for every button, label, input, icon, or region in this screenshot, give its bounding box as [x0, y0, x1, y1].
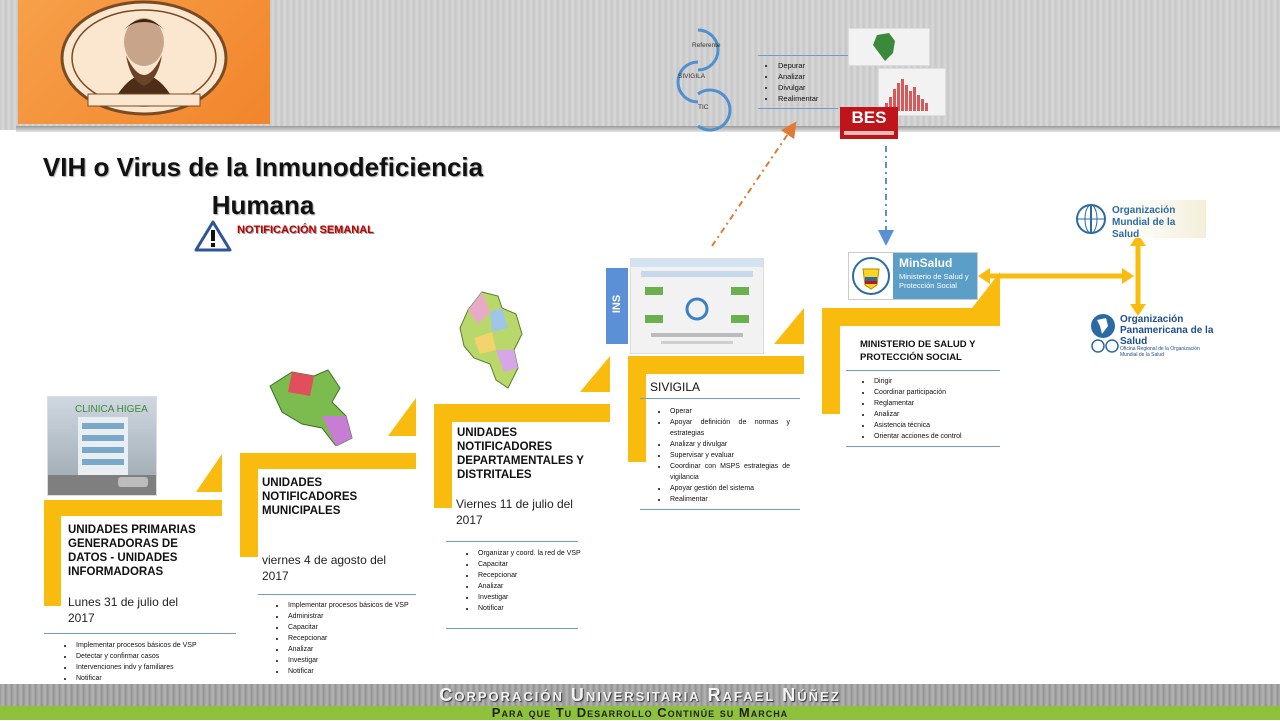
step-1-corner: [196, 454, 222, 492]
footer-university-name: Corporación Universitaria Rafael Núñez: [439, 685, 841, 705]
task-item: • Analizar: [476, 581, 582, 592]
cycle-label-referente: Referente: [692, 42, 721, 49]
step-4-task-list: [654, 406, 790, 505]
task-item: • Notificar: [286, 666, 412, 677]
step-3-corner: [580, 356, 610, 392]
task-item: • Supervisar y evaluar: [668, 450, 790, 461]
oms-logo: [1072, 200, 1206, 238]
step-2-title: UNIDADES NOTIFICADORES MUNICIPALES: [262, 477, 358, 517]
step-4-bar: [628, 356, 804, 374]
step-1-title: UNIDADES PRIMARIAS GENERADORAS DE DATOS - UNIDADES INFORMADORAS: [68, 524, 196, 578]
task-item: • Intervenciones indv y familiares: [74, 662, 240, 673]
step-3-divider-bottom: [446, 628, 578, 629]
ops-subtitle: Oficina Regional de la Organización Mundial de la Salud: [1120, 346, 1200, 358]
ins-tab: [606, 268, 628, 344]
oms-name: Organización Mundial de la Salud: [1112, 205, 1176, 240]
step-4-stem: [628, 356, 646, 462]
bes-task: • Analizar: [776, 71, 818, 82]
ops-logo: [1086, 312, 1216, 356]
step-3-divider: [446, 541, 578, 542]
step-5-bar: [822, 308, 1000, 326]
task-item: • Notificar: [476, 603, 582, 614]
task-item: • Notificar: [74, 673, 240, 684]
step-3-bar: [434, 404, 610, 422]
task-item: • Apoyar definición de normas y estrategias: [668, 417, 790, 439]
minsalud-name: MinSalud: [899, 256, 953, 270]
task-item: • Investigar: [286, 655, 412, 666]
task-item: • Reglamentar: [872, 398, 998, 409]
step-1-bar: [44, 500, 222, 516]
bes-task: • Divulgar: [776, 82, 818, 93]
department-map: [262, 366, 362, 451]
step-1-divider: [44, 633, 236, 634]
task-item: • Detectar y confirmar casos: [74, 651, 240, 662]
step-5-title: MINISTERIO DE SALUD Y PROTECCIÓN SOCIAL: [860, 339, 976, 363]
task-item: • Capacitar: [476, 559, 582, 570]
task-item: • Apoyar gestión del sistema: [668, 483, 790, 494]
footer-slogan: Para que Tu Desarrollo Continúe su Marcha: [491, 705, 789, 720]
step-1-stem: [44, 500, 61, 606]
task-item: • Operar: [668, 406, 790, 417]
cycle-label-sivigila: SIVIGILA: [678, 73, 706, 80]
step-5-divider-bottom: [846, 446, 1000, 447]
step-3-stem: [434, 404, 452, 508]
alert-label: NOTIFICACIÓN SEMANAL: [237, 224, 374, 236]
task-item: • Analizar: [286, 644, 412, 655]
minsalud-logo: [848, 252, 978, 300]
step-4-divider-bottom: [640, 509, 800, 510]
colombia-map: [452, 288, 532, 397]
step-3-title: UNIDADES NOTIFICADORES DEPARTAMENTALES Y DISTRITALES: [457, 427, 584, 481]
step-5-task-list: [858, 376, 998, 442]
task-item: • Dirigir: [872, 376, 998, 387]
ins-to-bes-arrow: [712, 128, 792, 246]
task-item: • Implementar procesos básicos de VSP: [74, 640, 240, 651]
cycle-label-tic: TIC: [698, 104, 709, 111]
clinic-label: CLINICA HIGEA: [75, 404, 148, 415]
bes-task: • Depurar: [776, 60, 818, 71]
bes-label: BES: [851, 108, 887, 127]
step-2-stem: [240, 453, 258, 557]
step-4-corner: [774, 308, 804, 344]
task-item: • Investigar: [476, 592, 582, 603]
task-item: • Organizar y coord. la red de VSP: [476, 548, 582, 559]
task-item: • Analizar y divulgar: [668, 439, 790, 450]
who-emblem-icon: [1074, 202, 1108, 236]
bes-task: • Realimentar: [776, 93, 818, 104]
page-title: VIH o Virus de la Inmunodeficiencia Humana: [42, 152, 484, 220]
step-5-corner: [972, 272, 1000, 308]
colombia-seal-icon: [851, 255, 891, 297]
task-item: • Administrar: [286, 611, 412, 622]
step-3-date: Viernes 11 de julio del 2017: [456, 497, 573, 527]
task-item: • Realimentar: [668, 494, 790, 505]
step-2-corner: [388, 398, 416, 436]
step-4-divider: [640, 398, 800, 399]
minsalud-full-name: Ministerio de Salud y Protección Social: [899, 272, 969, 290]
step-5-divider: [846, 370, 1000, 371]
task-item: • Coordinar participación: [872, 387, 998, 398]
ins-label: INS: [611, 294, 623, 314]
step-2-date: viernes 4 de agosto del 2017: [262, 553, 387, 583]
task-item: • Asistencia técnica: [872, 420, 998, 431]
task-item: • Recepcionar: [286, 633, 412, 644]
task-item: • Coordinar con MSPS estrategias de vigilancia: [668, 461, 790, 483]
step-2-task-list: [272, 600, 412, 677]
step-5-stem: [822, 308, 840, 414]
step-2-divider: [258, 594, 416, 595]
ops-emblem-icon: [1086, 312, 1120, 354]
step-2-bar: [240, 453, 416, 469]
ops-name: Organización Panamericana de la Salud: [1120, 314, 1214, 347]
task-item: • Analizar: [872, 409, 998, 420]
sivigila-portal-screenshot: [630, 258, 764, 354]
step-1-date: Lunes 31 de julio del 2017: [68, 595, 179, 625]
task-item: • Implementar procesos básicos de VSP: [286, 600, 412, 611]
task-item: • Orientar acciones de control: [872, 431, 998, 442]
task-item: • Capacitar: [286, 622, 412, 633]
task-item: • Recepcionar: [476, 570, 582, 581]
step-3-task-list: [462, 548, 582, 614]
step-4-title: SIVIGILA: [650, 380, 701, 394]
